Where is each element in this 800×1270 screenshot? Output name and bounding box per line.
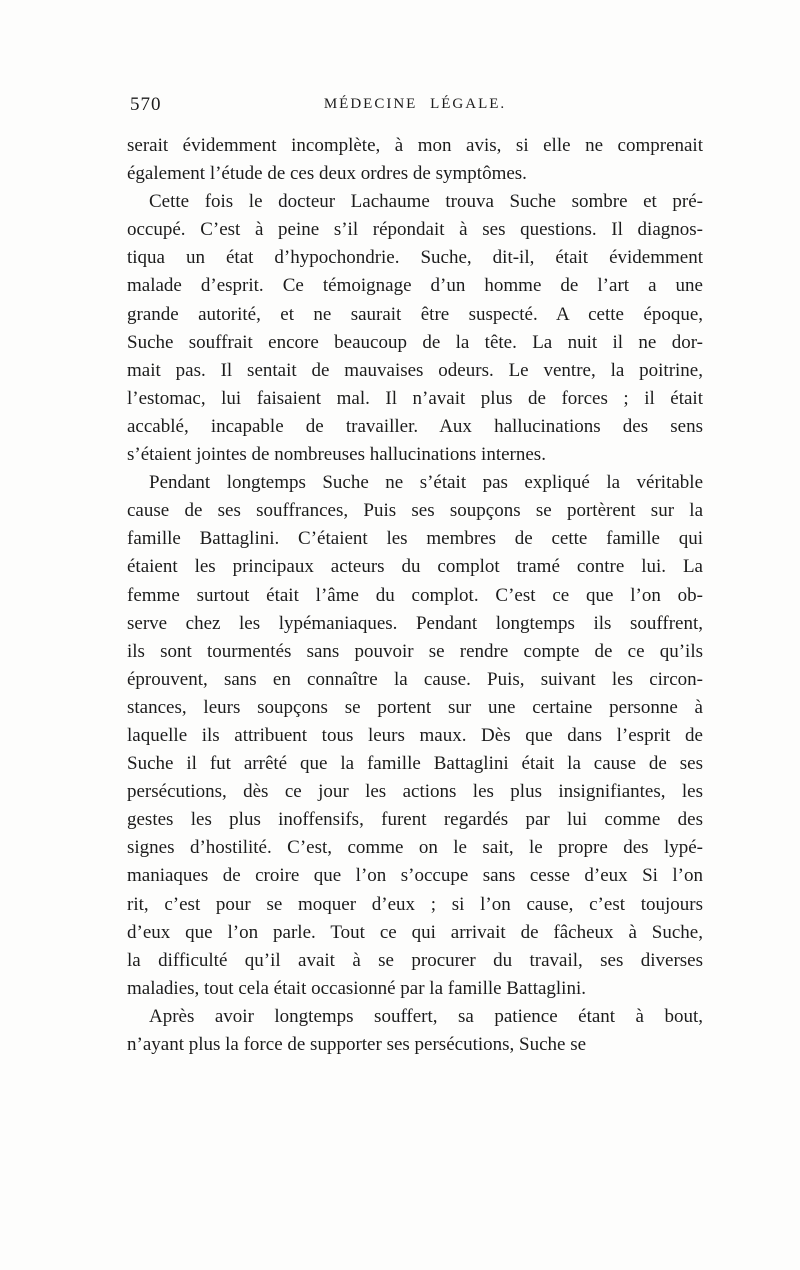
text-line: Après avoir longtemps souffert, sa patience étant à bout,	[149, 1005, 703, 1027]
text-line: l’estomac, lui faisaient mal. Il n’avait plus de forces ; il était	[127, 387, 703, 409]
text-line: maladies, tout cela était occasionné par la famille Battaglini.	[127, 977, 586, 999]
text-line: étaient les principaux acteurs du complot tramé contre lui. La	[127, 556, 703, 578]
text-line: la difficulté qu’il avait à se procurer du travail, ses diverses	[127, 949, 703, 971]
text-line: stances, leurs soupçons se portent sur une certaine personne à	[127, 696, 703, 718]
text-line: laquelle ils attribuent tous leurs maux. Dès que dans l’esprit de	[127, 724, 703, 746]
text-line: persécutions, dès ce jour les actions les plus insignifiantes, les	[127, 781, 703, 803]
page-number: 570	[130, 94, 162, 115]
text-line: serait évidemment incomplète, à mon avis, si elle ne comprenait	[127, 135, 703, 156]
text-line: ils sont tourmentés sans pouvoir se rendre compte de ce qu’ils	[127, 640, 703, 662]
text-line: également l’étude de ces deux ordres de symptômes.	[127, 163, 527, 185]
text-line: n’ayant plus la force de supporter ses persécutions, Suche se	[127, 1034, 587, 1055]
page-header	[127, 94, 703, 116]
page-content	[127, 94, 703, 1059]
paragraph	[127, 188, 703, 469]
paragraph	[127, 1003, 703, 1059]
text-line: signes d’hostilité. C’est, comme on le sait, le propre des lypé-	[127, 837, 703, 859]
text-line: d’eux que l’on parle. Tout ce qui arrivait de fâcheux à Suche,	[127, 921, 703, 943]
paragraph	[127, 132, 703, 188]
text-line: cause de ses souffrances, Puis ses soupçons se portèrent sur la	[127, 500, 703, 522]
text-line: serve chez les lypémaniaques. Pendant longtemps ils souffrent,	[127, 612, 703, 634]
text-line: Cette fois le docteur Lachaume trouva Suche sombre et pré-	[149, 191, 703, 213]
text-line: occupé. C’est à peine s’il répondait à ses questions. Il diagnos-	[127, 219, 703, 241]
text-line: famille Battaglini. C’étaient les membres de cette famille qui	[127, 528, 703, 550]
running-title: MÉDECINE LÉGALE.	[323, 96, 507, 112]
text-line: rit, c’est pour se moquer d’eux ; si l’on cause, c’est toujours	[127, 893, 703, 915]
page-body	[127, 132, 703, 1059]
text-line: s’étaient jointes de nombreuses hallucinations internes.	[127, 444, 546, 466]
text-line: accablé, incapable de travailler. Aux hallucinations des sens	[127, 415, 703, 437]
text-line: malade d’esprit. Ce témoignage d’un homme de l’art a une	[127, 275, 703, 297]
text-line: gestes les plus inoffensifs, furent regardés par lui comme des	[127, 809, 703, 831]
text-line: grande autorité, et ne saurait être suspecté. A cette époque,	[127, 303, 703, 325]
text-line: Suche souffrait encore beaucoup de la tête. La nuit il ne dor-	[127, 331, 703, 353]
text-line: tiqua un état d’hypochondrie. Suche, dit-il, était évidemment	[127, 247, 703, 269]
text-line: éprouvent, sans en connaître la cause. Puis, suivant les circon-	[127, 668, 703, 690]
text-line: Suche il fut arrêté que la famille Battaglini était la cause de ses	[127, 753, 703, 775]
text-line: mait pas. Il sentait de mauvaises odeurs. Le ventre, la poitrine,	[127, 359, 703, 381]
paragraph	[127, 469, 703, 1003]
text-line: maniaques de croire que l’on s’occupe sans cesse d’eux Si l’on	[127, 865, 703, 887]
text-line: femme surtout était l’âme du complot. C’est ce que l’on ob-	[127, 584, 703, 606]
text-line: Pendant longtemps Suche ne s’était pas expliqué la véritable	[149, 472, 703, 494]
